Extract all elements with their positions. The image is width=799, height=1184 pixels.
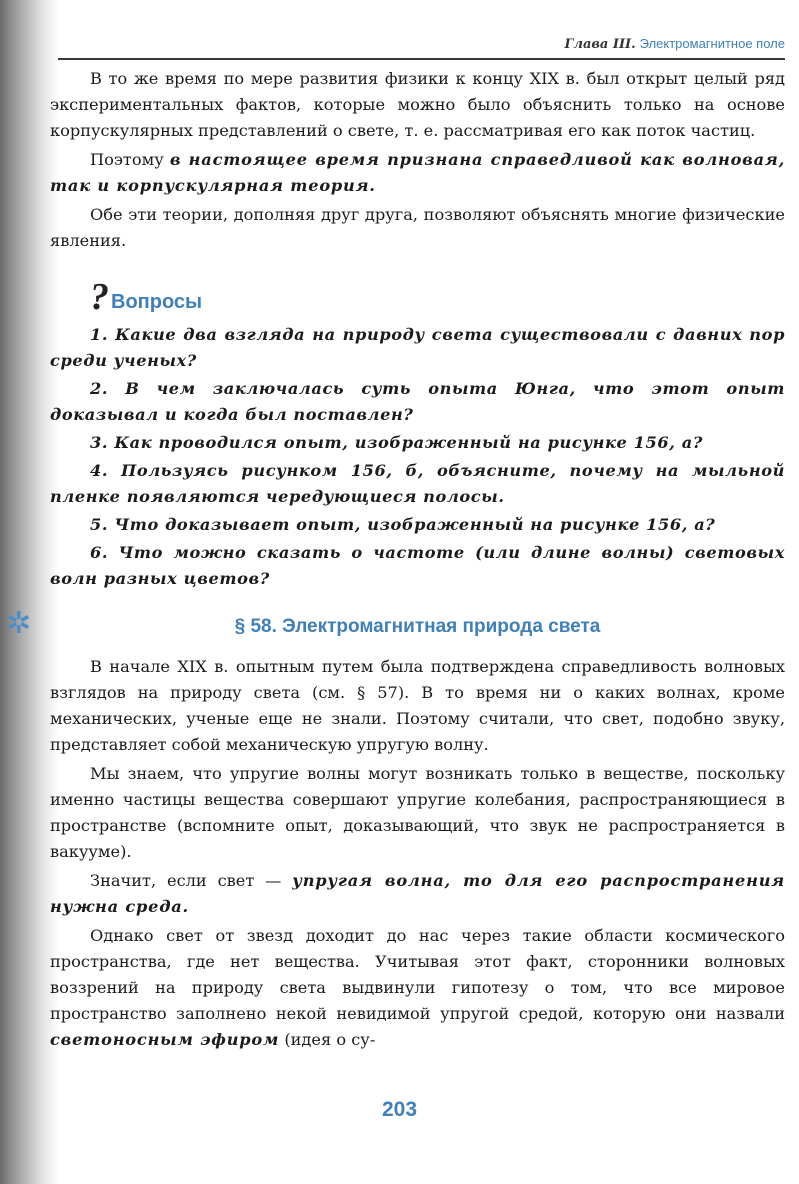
text-run: Однако свет от звезд доходит до нас через такие области космического пространства, где нет вещества. Учитывая этот факт, сторонники волновых воззрений на природу света выдвинули гипотезу о том, что все мировое пространство заполнено некой невидимой упругой средой, которую они назвали xyxy=(50,926,785,1023)
text-run: В начале XIX в. опытным путем была подтверждена справедливость волновых взглядов на природу света (см. § 57). В то время ни о каких волнах, кроме механических, ученые еще не знали. Поэтому считали, что свет, подобно звуку, представляет собой механическую упругую волну. xyxy=(50,657,785,754)
paragraph xyxy=(50,761,785,865)
section-text xyxy=(50,654,785,1053)
text-run: Значит, если свет — xyxy=(90,871,293,890)
header-chapter: Глава III. xyxy=(564,37,636,52)
questions-list xyxy=(50,322,785,592)
header-chapter-title: Электромагнитное поле xyxy=(639,36,785,51)
question-item: 2. В чем заключалась суть опыта Юнга, что этот опыт доказывал и когда был поставлен? xyxy=(50,379,785,424)
emphasis-text: в настоящее время признана справедливой как волновая, так и корпускулярная теория. xyxy=(50,150,786,195)
intro-text xyxy=(50,66,785,254)
questions-heading xyxy=(90,276,785,318)
question-item: 3. Как проводился опыт, изображенный на рисунке 156, а? xyxy=(90,433,703,452)
question-item: 1. Какие два взгляда на природу света существовали с давних пор среди ученых? xyxy=(50,325,785,370)
section-number: § 58. xyxy=(234,616,277,637)
question-mark-icon: ? xyxy=(90,276,109,318)
paragraph xyxy=(50,868,785,920)
questions-title: Вопросы xyxy=(111,291,203,313)
question-item: 6. Что можно сказать о частоте (или длине волны) световых волн разных цветов? xyxy=(50,543,785,588)
text-run: Поэтому xyxy=(90,150,170,169)
page-body xyxy=(50,66,785,1056)
paragraph xyxy=(50,66,785,144)
paragraph xyxy=(50,654,785,758)
running-header xyxy=(58,30,785,60)
question-item: 4. Пользуясь рисунком 156, б, объясните, почему на мыльной пленке появляются чередующиеся полосы. xyxy=(50,461,785,506)
emphasis-text: упругая волна, то для его распространения нужна среда. xyxy=(50,871,785,916)
paragraph xyxy=(50,147,785,199)
asterisk-mark-icon: ✲ xyxy=(6,606,32,641)
text-run: В то же время по мере развития физики к концу XIX в. был открыт целый ряд экспериментальных фактов, которые можно было объяснить только на основе корпускулярных представлений о свете, т. е. рассматривая его как поток частиц. xyxy=(50,69,785,140)
section-heading xyxy=(50,614,785,640)
paragraph xyxy=(50,202,785,254)
text-run: (идея о су- xyxy=(279,1030,376,1049)
section-title: Электромагнитная природа света xyxy=(282,616,601,637)
page-number: 203 xyxy=(381,1098,418,1121)
emphasis-text: светоносным эфиром xyxy=(50,1030,280,1049)
paragraph xyxy=(50,923,785,1053)
text-run: Обе эти теории, дополняя друг друга, позволяют объяснять многие физические явления. xyxy=(50,205,785,250)
text-run: Мы знаем, что упругие волны могут возникать только в веществе, поскольку именно частицы вещества совершают упругие колебания, распространяющиеся в пространстве (вспомните опыт, доказывающий, что звук не распространяется в вакууме). xyxy=(50,764,785,861)
question-item: 5. Что доказывает опыт, изображенный на рисунке 156, а? xyxy=(90,515,716,534)
